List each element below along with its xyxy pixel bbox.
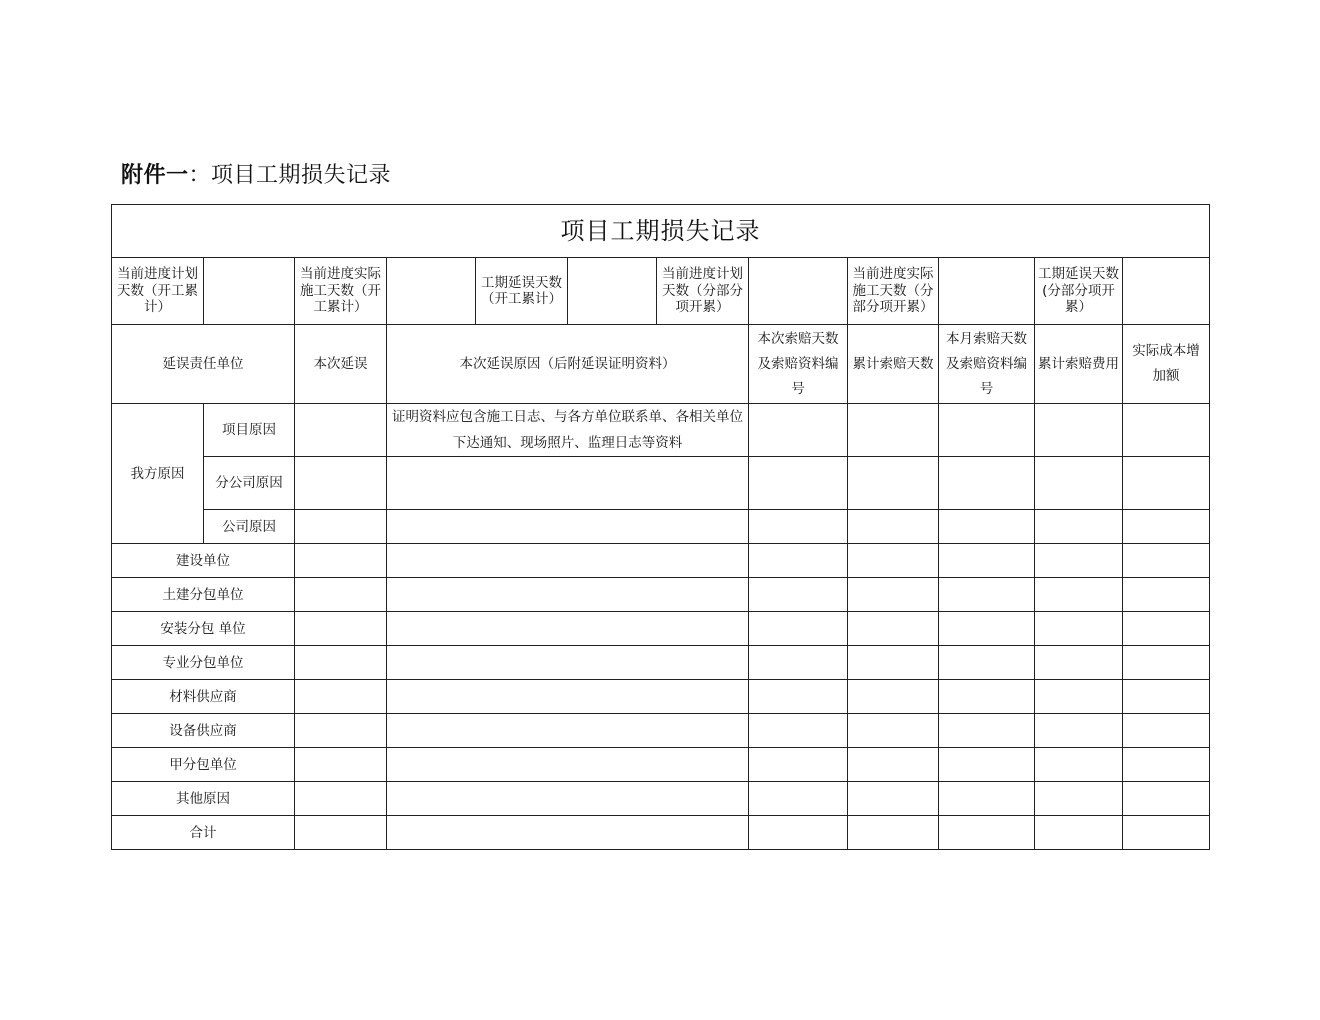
cell[interactable] — [1035, 748, 1123, 782]
cell[interactable] — [1035, 404, 1123, 457]
cell[interactable] — [848, 782, 939, 816]
cell[interactable] — [939, 782, 1035, 816]
cell[interactable] — [749, 748, 848, 782]
delay-days-subitem-header: 工期延误天数(分部分项开累） — [1035, 258, 1123, 325]
cell[interactable] — [387, 782, 749, 816]
row-label-project: 项目原因 — [204, 404, 295, 457]
cell[interactable] — [295, 748, 387, 782]
cell[interactable] — [749, 782, 848, 816]
our-side-group-label: 我方原因 — [112, 404, 204, 544]
cell[interactable] — [848, 816, 939, 850]
row-label-company: 公司原因 — [204, 510, 295, 544]
cell[interactable] — [387, 680, 749, 714]
cell[interactable] — [749, 816, 848, 850]
row-label-total: 合计 — [112, 816, 295, 850]
cell[interactable] — [848, 612, 939, 646]
cell[interactable] — [387, 457, 749, 510]
cell[interactable] — [1035, 612, 1123, 646]
cell[interactable] — [295, 782, 387, 816]
cell[interactable] — [1035, 646, 1123, 680]
cell[interactable] — [387, 612, 749, 646]
cell[interactable] — [939, 457, 1035, 510]
delay-days-subitem-value[interactable] — [1123, 258, 1210, 325]
heading-text: 项目工期损失记录 — [211, 163, 392, 188]
cell[interactable] — [1035, 578, 1123, 612]
cell[interactable] — [749, 680, 848, 714]
planned-days-subitem-value[interactable] — [749, 258, 848, 325]
cell[interactable] — [848, 646, 939, 680]
cell[interactable] — [295, 714, 387, 748]
cell[interactable] — [295, 646, 387, 680]
page-heading — [121, 160, 391, 192]
cell[interactable] — [749, 578, 848, 612]
cell[interactable] — [749, 457, 848, 510]
cell[interactable] — [1035, 544, 1123, 578]
heading-colon: ： — [188, 163, 212, 188]
cumulative-claim-cost-header: 累计索赔费用 — [1035, 325, 1123, 404]
delay-days-cumulative-value[interactable] — [568, 258, 657, 325]
row-label-installation-subcontractor: 安装分包 单位 — [112, 612, 295, 646]
cell[interactable] — [1123, 404, 1210, 457]
cell[interactable] — [295, 510, 387, 544]
cell[interactable] — [1035, 510, 1123, 544]
row-label-specialty-subcontractor: 专业分包单位 — [112, 646, 295, 680]
cell[interactable] — [1123, 612, 1210, 646]
row-label-owner: 建设单位 — [112, 544, 295, 578]
claim-days-header: 本次索赔天数及索赔资料编号 — [749, 325, 848, 404]
cell[interactable] — [1123, 457, 1210, 510]
cell[interactable] — [848, 544, 939, 578]
delay-reason-header: 本次延误原因（后附延误证明资料） — [387, 325, 749, 404]
schedule-loss-table — [111, 204, 1210, 850]
actual-days-subitem-value[interactable] — [939, 258, 1035, 325]
table-title: 项目工期损失记录 — [112, 205, 1210, 258]
cell[interactable] — [387, 544, 749, 578]
cell[interactable] — [848, 714, 939, 748]
cell[interactable] — [939, 544, 1035, 578]
actual-cost-increase-header: 实际成本增加额 — [1123, 325, 1210, 404]
planned-days-subitem-header: 当前进度计划天数（分部分项开累） — [657, 258, 749, 325]
table-row — [112, 578, 1210, 612]
actual-days-cumulative-value[interactable] — [387, 258, 476, 325]
cell[interactable] — [1035, 714, 1123, 748]
cell[interactable] — [939, 404, 1035, 457]
table-row — [112, 646, 1210, 680]
cell[interactable] — [1123, 680, 1210, 714]
cell[interactable] — [1123, 510, 1210, 544]
cell[interactable] — [295, 404, 387, 457]
cell[interactable] — [939, 714, 1035, 748]
cell[interactable] — [387, 714, 749, 748]
evidence-note: 证明资料应包含施工日志、与各方单位联系单、各相关单位下达通知、现场照片、监理日志等资料 — [387, 404, 749, 457]
cell[interactable] — [749, 510, 848, 544]
table-row — [112, 782, 1210, 816]
row-label-material-supplier: 材料供应商 — [112, 680, 295, 714]
cell[interactable] — [1123, 646, 1210, 680]
row-label-civil-subcontractor: 土建分包单位 — [112, 578, 295, 612]
cell[interactable] — [295, 612, 387, 646]
cell[interactable] — [387, 510, 749, 544]
cell[interactable] — [295, 544, 387, 578]
cell[interactable] — [848, 457, 939, 510]
cell[interactable] — [387, 578, 749, 612]
heading-prefix: 附件一 — [121, 163, 189, 188]
cell[interactable] — [749, 404, 848, 457]
planned-days-cumulative-header: 当前进度计划天数（开工累计） — [112, 258, 204, 325]
cell[interactable] — [848, 404, 939, 457]
row-label-branch: 分公司原因 — [204, 457, 295, 510]
cell[interactable] — [295, 680, 387, 714]
table-row — [112, 680, 1210, 714]
cell[interactable] — [1123, 714, 1210, 748]
cell[interactable] — [387, 816, 749, 850]
current-delay-header: 本次延误 — [295, 325, 387, 404]
cell[interactable] — [1035, 816, 1123, 850]
actual-days-cumulative-header: 当前进度实际施工天数（开工累计） — [295, 258, 387, 325]
table-row — [112, 612, 1210, 646]
table-row — [112, 714, 1210, 748]
cell[interactable] — [848, 680, 939, 714]
cell[interactable] — [1035, 457, 1123, 510]
cell[interactable] — [939, 816, 1035, 850]
cell[interactable] — [939, 578, 1035, 612]
cell[interactable] — [1123, 544, 1210, 578]
responsible-unit-header: 延误责任单位 — [112, 325, 295, 404]
cell[interactable] — [387, 646, 749, 680]
cell[interactable] — [387, 748, 749, 782]
cell[interactable] — [939, 646, 1035, 680]
cell[interactable] — [1123, 782, 1210, 816]
cell[interactable] — [749, 714, 848, 748]
actual-days-subitem-header: 当前进度实际施工天数（分部分项开累） — [848, 258, 939, 325]
cell[interactable] — [1035, 782, 1123, 816]
planned-days-cumulative-value[interactable] — [204, 258, 295, 325]
cell[interactable] — [749, 544, 848, 578]
delay-days-cumulative-header: 工期延误天数（开工累计） — [476, 258, 568, 325]
cell[interactable] — [939, 748, 1035, 782]
total-row — [112, 816, 1210, 850]
cell[interactable] — [295, 578, 387, 612]
cell[interactable] — [848, 578, 939, 612]
cell[interactable] — [1035, 680, 1123, 714]
cell[interactable] — [295, 816, 387, 850]
row-label-owner-subcontractor: 甲分包单位 — [112, 748, 295, 782]
cumulative-claim-days-header: 累计索赔天数 — [848, 325, 939, 404]
cell[interactable] — [848, 748, 939, 782]
cell[interactable] — [939, 680, 1035, 714]
table-row — [112, 544, 1210, 578]
cell[interactable] — [1123, 748, 1210, 782]
cell[interactable] — [749, 646, 848, 680]
cell[interactable] — [939, 510, 1035, 544]
cell[interactable] — [1123, 816, 1210, 850]
table-row — [112, 748, 1210, 782]
row-label-equipment-supplier: 设备供应商 — [112, 714, 295, 748]
cell[interactable] — [848, 510, 939, 544]
cell[interactable] — [295, 457, 387, 510]
row-label-other-reasons: 其他原因 — [112, 782, 295, 816]
monthly-claim-days-header: 本月索赔天数及索赔资料编号 — [939, 325, 1035, 404]
cell[interactable] — [939, 612, 1035, 646]
cell[interactable] — [1123, 578, 1210, 612]
cell[interactable] — [749, 612, 848, 646]
